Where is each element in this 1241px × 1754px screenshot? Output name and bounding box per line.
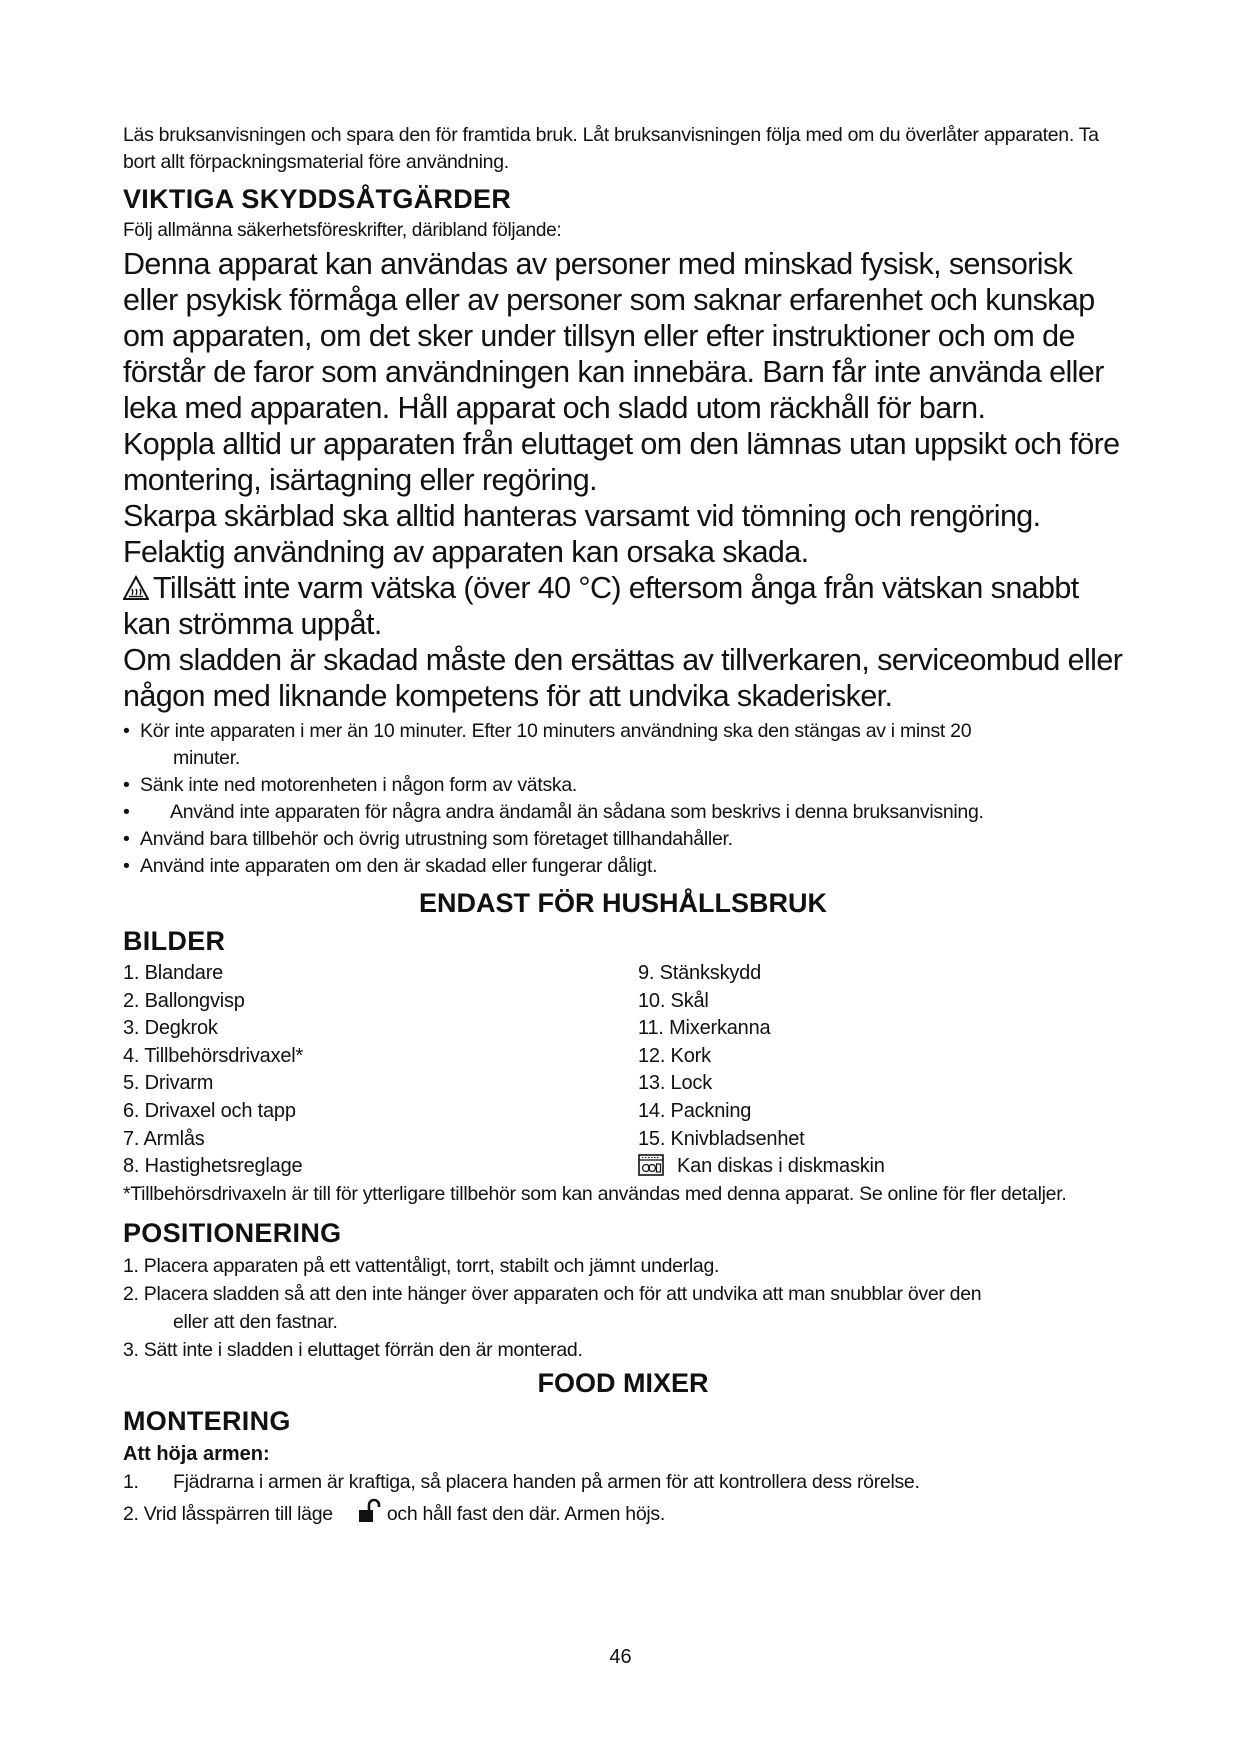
safety-paragraph-unplug: Koppla alltid ur apparaten från eluttaget om den lämnas utan uppsikt och före montering, isärtagning eller regöring.	[123, 427, 1120, 497]
list-item: 12. Kork	[638, 1044, 711, 1067]
list-item	[638, 1153, 885, 1181]
list-item: • Kör inte apparaten i mer än 10 minuter. Efter 10 minuters användning ska den stängas av i minst 20 minuter.	[123, 718, 1123, 772]
list-item: 4. Tillbehörsdrivaxel*	[123, 1044, 304, 1067]
montering-heading: MONTERING	[123, 1405, 291, 1436]
list-item: 3. Degkrok	[123, 1017, 218, 1040]
safety-subheading: Följ allmänna säkerhetsföreskrifter, däribland följande:	[123, 220, 562, 241]
positionering-heading: POSITIONERING	[123, 1217, 342, 1248]
list-item: 2. Ballongvisp	[123, 989, 245, 1012]
safety-paragraph-misuse: Felaktig användning av apparaten kan orsaka skada.	[123, 535, 809, 569]
intro-text: Läs bruksanvisningen och spara den för framtida bruk. Låt bruksanvisningen följa med om du överlåter apparaten. Ta bort allt förpackningsmaterial före användning.	[123, 124, 1099, 173]
list-item: • Använd inte apparaten för några andra ändamål än sådana som beskrivs i denna bruksanvisning.	[123, 799, 1123, 826]
raise-arm-subheading: Att höja armen:	[123, 1442, 270, 1465]
list-item: 11. Mixerkanna	[638, 1017, 771, 1040]
list-item: 1. Fjädrarna i armen är kraftiga, så placera handen på armen för att kontrollera dess rörelse.	[123, 1470, 920, 1493]
safety-paragraph-blades: Skarpa skärblad ska alltid hanteras varsamt vid tömning och rengöring.	[123, 499, 1041, 533]
list-item: 14. Packning	[638, 1099, 752, 1122]
safety-warning	[123, 570, 1123, 642]
page-number: 46	[609, 1646, 632, 1668]
dishwasher-icon	[638, 1154, 664, 1176]
manual-page	[123, 122, 1123, 1528]
dishwasher-label: Kan diskas i diskmaskin	[677, 1155, 885, 1178]
list-item: 2. Placera sladden så att den inte hänger över apparaten och för att undvika att man snubblar över den eller att den fastnar.	[123, 1282, 982, 1333]
list-item: 13. Lock	[638, 1072, 713, 1095]
list-item: 3. Sätt inte i sladden i eluttaget förrän den är monterad.	[123, 1338, 583, 1361]
positionering-list	[123, 1252, 1123, 1364]
list-item: • Använd bara tillbehör och övrig utrustning som företaget tillhandahåller.	[123, 826, 1123, 853]
list-item: 7. Armlås	[123, 1127, 205, 1150]
list-item: • Använd inte apparaten om den är skadad eller fungerar dåligt.	[123, 853, 1123, 880]
safety-warning-text: Tillsätt inte varm vätska (över 40 °C) eftersom ånga från vätskan snabbt kan strömma uppåt.	[123, 571, 1079, 641]
list-item: 9. Stänkskydd	[638, 962, 762, 984]
list-item: 10. Skål	[638, 989, 709, 1012]
parts-list-right	[638, 960, 885, 1181]
list-item: 6. Drivaxel och tapp	[123, 1099, 296, 1122]
montering-list	[123, 1468, 1123, 1528]
safety-paragraph-cord: Om sladden är skadad måste den ersättas av tillverkaren, serviceombud eller någon med liknande kompetens för att undvika skaderisker.	[123, 643, 1123, 713]
hot-surface-warning-icon	[123, 575, 149, 601]
unlock-icon	[357, 1498, 385, 1524]
food-mixer-heading: FOOD MIXER	[537, 1367, 709, 1398]
list-item: 1. Blandare	[123, 962, 224, 984]
bilder-heading: BILDER	[123, 926, 226, 956]
accessory-note: *Tillbehörsdrivaxeln är till för ytterligare tillbehör som kan användas med denna apparat. Se online för fler detaljer.	[123, 1182, 1067, 1205]
list-item: 15. Knivbladsenhet	[638, 1127, 805, 1150]
safety-heading: VIKTIGA SKYDDSÅTGÄRDER	[123, 184, 512, 214]
safety-paragraph-supervision: Denna apparat kan användas av personer med minskad fysisk, sensorisk eller psykisk förmåga eller av personer som saknar erfarenhet och kunskap om apparaten, om det sker under tillsyn eller efter instruktioner och om de förstår de faror som användningen kan innebära. Barn får inte använda eller leka med apparaten. Håll apparat och sladd utom räckhåll för barn.	[123, 247, 1104, 425]
parts-list-left	[123, 960, 638, 1181]
safety-bullet-list	[123, 718, 1123, 880]
list-item: 2. Vrid låsspärren till läge och håll fast den där. Armen höjs.	[123, 1498, 1123, 1528]
list-item: 8. Hastighetsreglage	[123, 1155, 303, 1178]
parts-list	[123, 960, 1123, 1181]
list-item: 5. Drivarm	[123, 1072, 214, 1095]
list-item: 1. Placera apparaten på ett vattentåligt, torrt, stabilt och jämnt underlag.	[123, 1254, 720, 1277]
list-item: • Sänk inte ned motorenheten i någon form av vätska.	[123, 772, 1123, 799]
household-use-heading: ENDAST FÖR HUSHÅLLSBRUK	[419, 888, 827, 918]
